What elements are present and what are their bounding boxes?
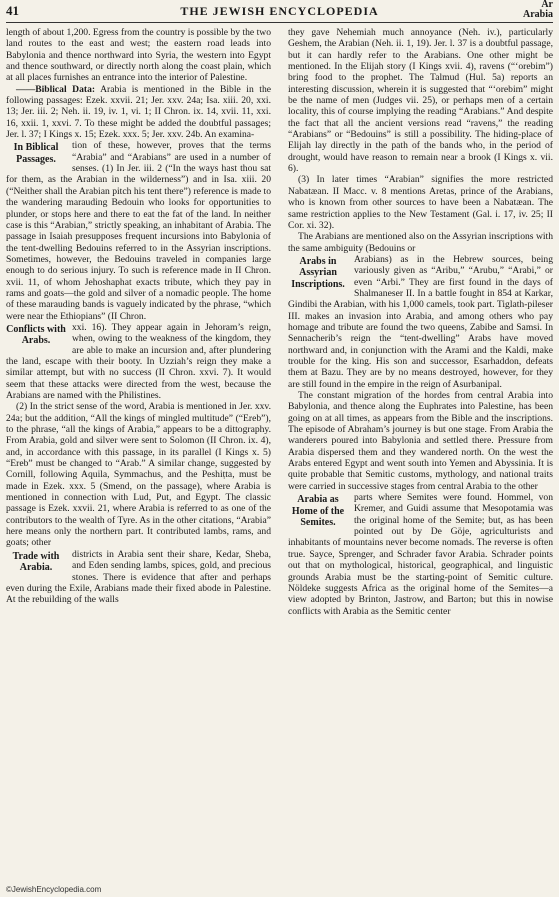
side-heading-biblical-passages: In Biblical Passages. xyxy=(13,142,59,165)
header-rule xyxy=(6,22,553,23)
left-column xyxy=(6,27,271,606)
paragraph-text: Arabia is mentioned in the Bible in the following passages: Ezek. xxvii. 21; Jer. xxv. 24a; Isa. xiii. 20, xxi. 13; Jer. iii. 2; Neh. ii. 19, iv. 1, vi. 1; II Chron. ix. 14, xvii. 11, xxi. 16, xxii. 1, xxvi. 7. To these might be added the doubtful passages; Jer. l. 37; I Kings x. 15; Ezek. xxx. 5; Jer. xxv. 24b. An examina- xyxy=(6,83,271,141)
paragraph: (2) In the strict sense of the word, Arabia is mentioned in Jer. xxv. 24a; but the addition, “All the kings of mingled multitude” (“Ereb”), to the phrase, “all the kings of Arabia,” appears to be a dittography. From Arabia, gold and silver were sent to Solomon (II Chron. ix. 4), and, in accordance with this passage, in its parallel (I Kings x. 5) “Ereb” must be changed to “Arab.” A similar change, suggested by Cornill, following Aquila, Symmachus, and the Peshiṭta, must be made in Ezek. xxx. 5 (Smend, on the passage), where Arabia is mentioned in connection with Lud, Put, and Egypt. The classic passage is Ezek. xxvii. 21, where Arabia is referred to as one of the contributors to the wealth of Tyre. As in the other citations, “Arabia” here means only the northern part. It contributed lambs, rams, and goats; other xyxy=(6,401,271,549)
paragraph: The Arabians are mentioned also on the Assyrian inscriptions with the same ambiguity (Bedouins or xyxy=(288,231,553,254)
side-heading-trade: Trade with Arabia. xyxy=(12,550,60,574)
paragraph: districts in Arabia sent their share, Kedar, Sheba, and Eden sending lambs, spices, gold, and precious stones. There is evidence that after and perhaps even during the Exile, Arabians made their fixed abode in Palestine. At the rebuilding of the walls xyxy=(6,548,271,606)
catchword-top: Ar xyxy=(541,0,553,10)
section-heading-biblical-data: ——Biblical Data: xyxy=(16,83,96,95)
running-title: THE JEWISH ENCYCLOPEDIA xyxy=(180,4,379,18)
side-heading-home-semites: Arabia as Home of the Semites. xyxy=(291,494,345,529)
page-header xyxy=(0,0,559,24)
side-heading-assyrian: Arabs in Assyrian Inscriptions. xyxy=(291,255,345,290)
paragraph: parts where Semites were found. Hommel, von Kremer, and Guidi assume that Mesopotamia was the original home of the Semite; but, as has been pointed out by De Göje, agriculturists and inhabitants of mountains never become nomads. The reverse is often true. Sayce, Sprenger, and Schrader favor Arabia. Schrader points out that on mythological, historical, geographical, and linguistic grounds Arabia must be the starting-point of Semitic culture. Nöldeke suggests Africa as the original home of the Semites—a view adopted by Brinton, Jastrow, and Barton; but this in nowise conflicts with Arabia as the Semitic center xyxy=(288,492,553,617)
paragraph: tion of these, however, proves that the terms “Arabia” and “Arabians” are used in a number of senses. (1) In Jer. iii. 2 (“In the ways hast thou sat for them, as the Arabian in the wilderness”) and in Isa. xiii. 20 (“Neither shall the Arabian pitch his tent there”) reference is made to the wandering marauding Bedouin who looks for opportunities to plunder, or stops here and there to eat the fat of the land. In neither case is this “Arabian,” strictly speaking, an inhabitant of Arabia. The passage in Isaiah presupposes frequent incursions into Babylonia of the tent-dwelling Bedouins referred to in the Assyrian inscriptions. Sometimes, however, the Bedouins traveled in companies large enough to do serious injury. To such is reference made in II Chron. xvii. 11, of whom Jehoshaphat exacts tribute, which they pay in rams and goats—the gold and silver of a nomadic people. The home of these marauding bands is vaguely indicated by the phrase, “which were near the Ethiopians” (II Chron. xyxy=(6,140,271,322)
right-column xyxy=(288,27,553,617)
paragraph: length of about 1,200. Egress from the country is possible by the two land routes to the east and west; the eastern road leads into Babylonia and thence northward into Syria, the western into Egypt and thence southward, or directly north along the coast plain, which at all places furnishes an entrance into the interior of Palestine. xyxy=(6,27,271,84)
paragraph: they gave Nehemiah much annoyance (Neh. iv.), particularly Geshem, the Arabian (Neh. ii. 1, 19). Jer. l. 37 is a doubtful passage, but it can hardly refer to the Arabians. One other might be mentioned. In the Elijah story (I Kings xvii. 4), ravens (“‘orebim”) bring food to the prophet. The Talmud (Hul. 5a) reports an interesting discussion, wherein it is suggested that “‘orebim” might be the name of men (Judges vii. 25), or perhaps men of a certain locality, this of course implying the reading “Arabians.” And despite the fact that all the ancient versions read “ravens,” the reading “Arabians” or “Bedouins” is still a possibility. The hiding-place of Elijah lay directly in the path of the bands who, in the period of drought, would have reason to remain near a brook (I Kings x. vii. 6). xyxy=(288,27,553,175)
paragraph: Arabians) as in the Hebrew sources, being variously given as “Aribu,” “Arubu,” “Arabi,” or even “Arbi.” They are first found in the days of Shalmaneser II. In a battle fought in 854 at Karkar, Gindibi the Arabian, with his 1,000 camels, took part. Tiglath-pileser III. makes an invasion into Arabia, and among others who pay homage and tribute are found the two queens, Zabibe and Samsi. In Sennacherib’s reign the “tent-dwelling” Arabs have moved northward and, in conjunction with the Arami and the Kaldi, make trouble for the king. His son and successor, Esarhaddon, defeats them at Bazu. They are by no means destroyed, however, for they are still found in the empire in the reign of Asurbanipal. xyxy=(288,253,553,390)
paragraph: (3) In later times “Arabian” signifies the more restricted Nabatæan. II Macc. v. 8 mentions Aretas, prince of the Arabians, who is known from other sources to have been a Nabatæan. The same restriction applies to the New Testament (Gal. i. 17, iv. 25; II Cor. xi. 32). xyxy=(288,174,553,231)
watermark-link[interactable]: ©JewishEncyclopedia.com xyxy=(6,885,102,894)
catchwords xyxy=(523,0,553,20)
page-number: 41 xyxy=(6,3,19,18)
catchword-bottom: Arabia xyxy=(523,9,553,20)
paragraph: xxi. 16). They appear again in Jehoram’s reign, when, owing to the weakness of the kingdom, they are able to make an incursion and, after plundering the land, escape with their booty. In Uzziah’s reign they make a similar attempt, but with no success (II Chron. xxvi. 7). It would seem that these attacks were directed from the west, because the Arabians are named with the Philistines. xyxy=(6,321,271,401)
paragraph: The constant migration of the hordes from central Arabia into Babylonia, and thence along the Euphrates into Palestine, has been going on at all times, as appears from the Bible and the inscriptions. The episode of Abraham’s journey is but one stage. From Arabia the wanderers poured into Babylonia and settled there. Pressure from Arabia dispersed them and they wandered north. On the west the Arabs entered Egypt and went south into Yemen and Abyssinia. It is quite probable that Semitic customs, mythology, and national traits were carried in successive stages from central Arabia to the other xyxy=(288,390,553,492)
side-heading-conflicts: Conflicts with Arabs. xyxy=(6,323,66,347)
paragraph-biblical-data xyxy=(6,84,271,141)
